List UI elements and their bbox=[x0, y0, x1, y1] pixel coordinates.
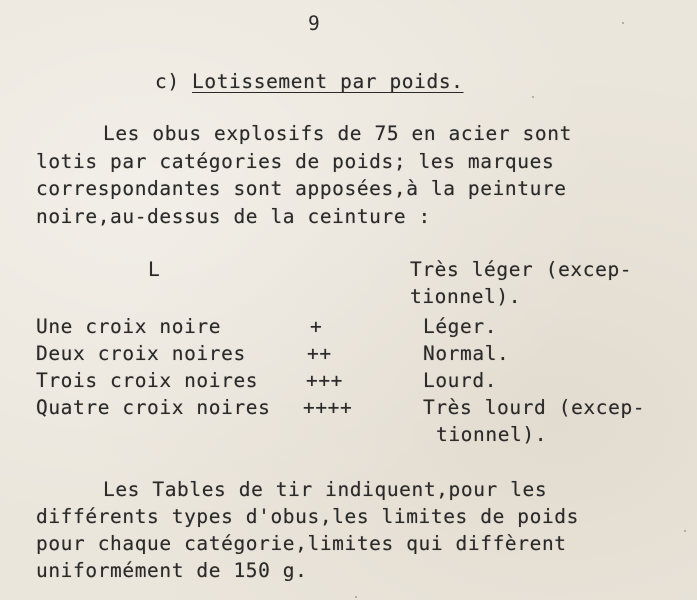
section-title: Lotissement par poids. bbox=[192, 70, 464, 93]
mark-meaning-2: Normal. bbox=[423, 342, 510, 365]
closing-line-2: différents types d'obus,les limites de poids bbox=[36, 505, 579, 528]
paper-speck bbox=[622, 22, 624, 24]
mark-symbol-3: +++ bbox=[306, 369, 344, 392]
mark-name-2: Deux croix noires bbox=[36, 342, 246, 365]
mark-meaning-4-1: Très lourd (excep- bbox=[423, 396, 646, 419]
intro-line-4: noire,au-dessus de la ceinture : bbox=[36, 205, 431, 228]
mark-name-4: Quatre croix noires bbox=[36, 396, 271, 419]
paper-speck bbox=[355, 596, 357, 598]
mark-symbol-l: L bbox=[148, 258, 161, 281]
mark-meaning-l-2: tionnel). bbox=[410, 285, 522, 308]
mark-name-1: Une croix noire bbox=[36, 315, 222, 338]
closing-line-1: Les Tables de tir indiquent,pour les bbox=[103, 478, 548, 501]
mark-symbol-4: ++++ bbox=[303, 396, 353, 419]
page-number: 9 bbox=[308, 12, 320, 35]
intro-line-2: lotis par catégories de poids; les marques bbox=[36, 150, 555, 173]
mark-meaning-3: Lourd. bbox=[423, 369, 498, 392]
closing-line-4: uniformément de 150 g. bbox=[36, 559, 308, 582]
section-heading bbox=[155, 70, 464, 94]
closing-line-3: pour chaque catégorie,limites qui diffèrent bbox=[36, 532, 567, 555]
mark-name-3: Trois croix noires bbox=[36, 369, 259, 392]
intro-line-1: Les obus explosifs de 75 en acier sont bbox=[103, 122, 572, 145]
paper-speck bbox=[532, 96, 534, 98]
paper-speck bbox=[684, 530, 686, 532]
mark-symbol-1: + bbox=[310, 315, 323, 338]
intro-line-3: correspondantes sont apposées,à la peinture bbox=[36, 177, 567, 200]
section-label: c) bbox=[155, 70, 180, 93]
mark-meaning-4-2: tionnel). bbox=[436, 423, 548, 446]
mark-meaning-l-1: Très léger (excep- bbox=[410, 258, 633, 281]
mark-meaning-1: Léger. bbox=[423, 315, 498, 338]
mark-symbol-2: ++ bbox=[307, 342, 332, 365]
